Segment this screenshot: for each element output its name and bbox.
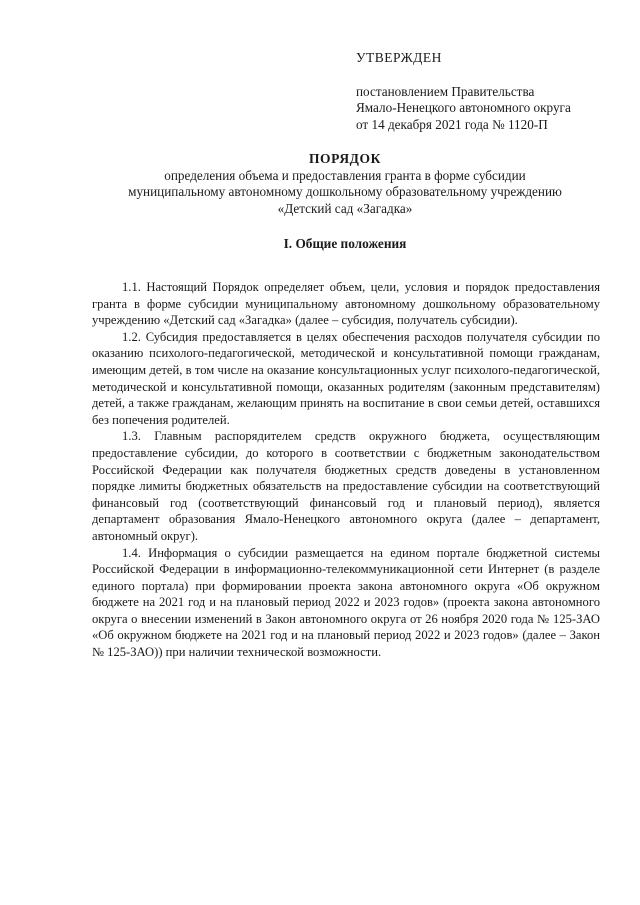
paragraph-1-2: 1.2. Субсидия предоставляется в целях обеспечения расходов получателя субсидии по оказанию психолого-педагогической, методической и консультативной помощи гражданам, имеющим детей, в том числе на оказание консультационных услуг психолого-педагогической, методической и консультативной помощи, оказанных родителям (законным представителям) детей, а также гражданам, желающим принять на воспитание в свои семьи детей, оставшихся без попечения родителей. xyxy=(92,329,600,427)
paragraph-1-3: 1.3. Главным распорядителем средств окружного бюджета, осуществляющим предоставление субсидии, до которого в соответствии с бюджетным законодательством Российской Федерации как получателя бюджетных средств доведены в установленном порядке лимиты бюджетных обязательств на предоставление субсидии на соответствующий финансовый год (соответствующий финансовый год и плановый период), является департамент образования Ямало-Ненецкого автономного округа (далее – департамент, автономный округ). xyxy=(92,429,600,543)
approval-line-1: постановлением Правительства xyxy=(356,83,535,99)
approved-stamp: УТВЕРЖДЕН xyxy=(356,50,442,65)
section-heading: I. Общие положения xyxy=(283,236,407,251)
title-line-1: определения объема и предоставления гранта в форме субсидии xyxy=(164,167,526,183)
approval-line-2: Ямало-Ненецкого автономного округа xyxy=(356,100,571,115)
title-line-2: муниципальному автономному дошкольному образовательному учреждению xyxy=(128,184,562,199)
approval-line-3: от 14 декабря 2021 года № 1120-П xyxy=(356,116,548,132)
title-line-3: «Детский сад «Загадка» xyxy=(277,200,413,216)
paragraph-1-1: 1.1. Настоящий Порядок определяет объем, цели, условия и порядок предоставления гранта в форме субсидии муниципальному автономному дошкольному образовательному учреждению «Детский сад «Загадка» (далее – субсидия, получатель субсидии). xyxy=(92,280,600,328)
approval-block xyxy=(356,50,616,133)
body-text xyxy=(92,279,600,661)
paragraph-1-4: 1.4. Информация о субсидии размещается на едином портале бюджетной системы Российской Федерации в информационно-телекоммуникационной сети Интернет (в разделе единого портала) при формировании проекта закона автономного округа «Об окружном бюджете на 2021 год и на плановый период 2022 и 2023 годов» (проекта закона автономного округа о внесении изменений в Закон автономного округа от 26 ноября 2020 года № 125-ЗАО «Об окружном бюджете на 2021 год и на плановый период 2022 и 2023 годов» (далее – Закон № 125-ЗАО)) при наличии технической возможности. xyxy=(92,545,600,660)
document-title: ПОРЯДОК xyxy=(308,151,382,166)
document-title-block xyxy=(60,151,630,217)
